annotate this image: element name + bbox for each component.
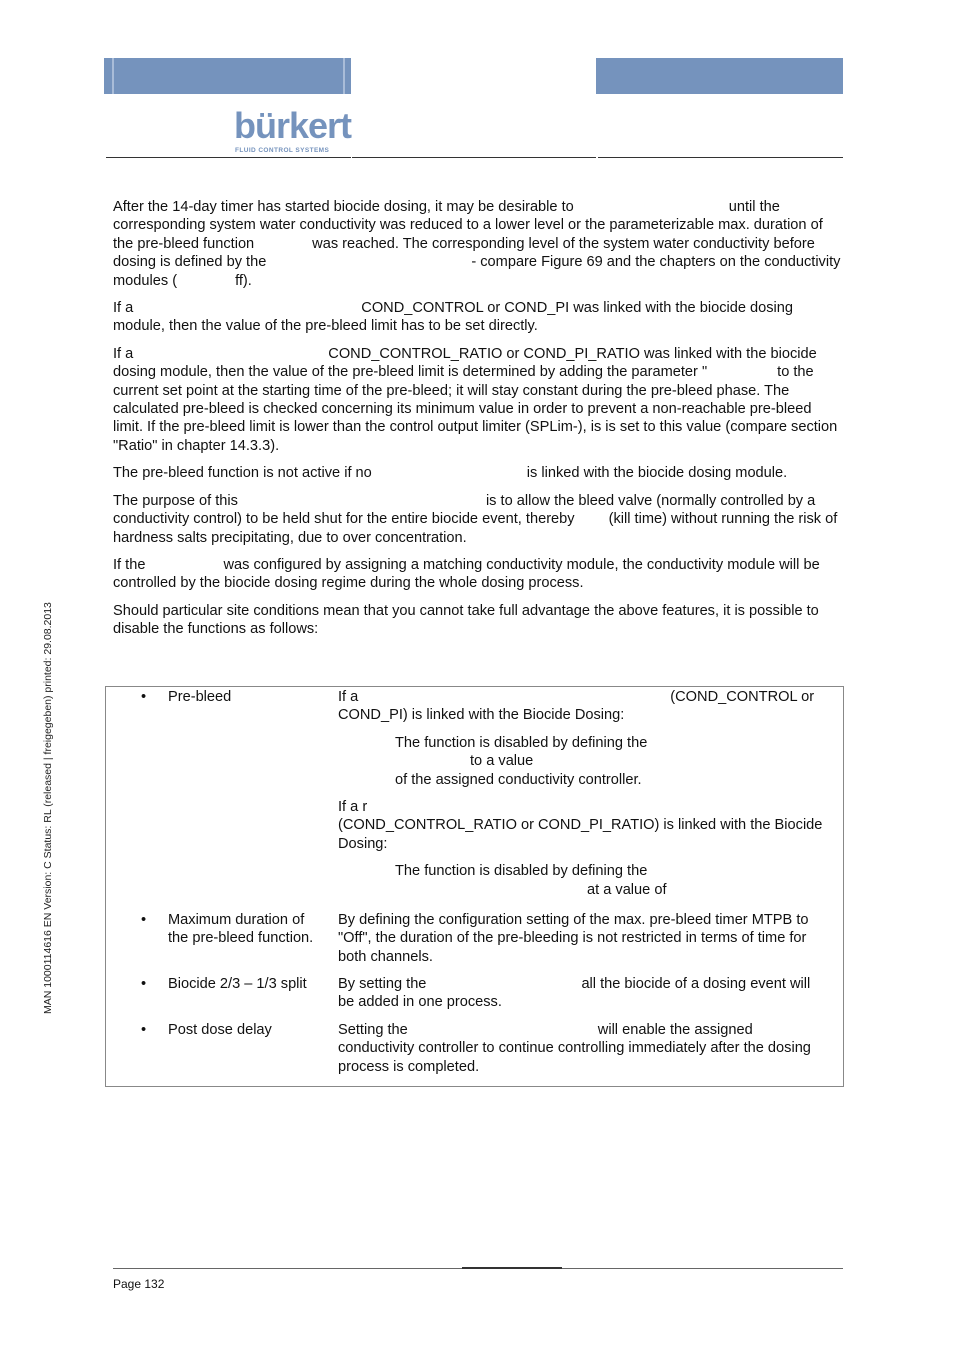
row-label: Biocide 2/3 – 1/3 split [168,976,307,992]
header-rule [106,157,351,158]
logo-word: bürkert [234,105,352,146]
row-description: Setting the will enable the assigned conductivity controller to continue controlling immediately after the dosing process is completed. [338,1022,811,1075]
paragraph-configured: If the was configured by assigning a matching conductivity module, the conductivity module will be controlled by the biocide dosing regime during the whole dosing process. [113,556,820,592]
row-label: Maximum duration of the pre-bleed function. [168,912,314,947]
header-bar-notch [343,58,345,94]
disable-functions-table [105,686,844,1087]
row-description: By setting the all the biocide of a dosing event will be added in one process. [338,976,811,1011]
paragraph-purpose: The purpose of this is to allow the bleed valve (normally controlled by a conductivity control) to be held shut for the entire biocide event, thereby (kill time) without running the risk of hardness salts precipitating, due to over concentration. [113,492,838,546]
header-bar-left [104,58,351,94]
document-metadata-sidebar: MAN 1000114616 EN Version: C Status: RL (released | freigegeben) printed: 29.08.2013 [42,602,54,1014]
paragraph-ratio-limit: If a COND_CONTROL_RATIO or COND_PI_RATIO was linked with the biocide dosing module, then the value of the pre-bleed limit is determined by adding the parameter " to the current set point at the starting time of the pre-bleed; it will stay constant during the pre-bleed phase. The calculated pre-bleed is checked concerning its minimum value in order to prevent a non-reachable pre-bleed limit. If the pre-bleed limit is lower than the control output limiter (SPLim-), is is set to this value (compare section "Ratio" in chapter 14.3.3). [113,345,838,454]
footer-rule-accent [462,1267,562,1269]
paragraph-disable-intro: Should particular site conditions mean that you cannot take full advantage the above features, it is possible to disable the functions as follows: [113,602,819,638]
row-description: If a (COND_CONTROL or COND_PI) is linked with the Biocide Dosing: The function is disabled by defining the to a value of the assigned conductivity controller. If a r (COND_CONTROL_RATIO or COND_PI_RATIO) is linked with the Biocide Dosing: The function is disabled by defining the at a value of [338,689,823,898]
header-rule [598,157,843,158]
bullet: • [141,912,147,928]
main-content [113,198,843,648]
paragraph-direct-limit: If a COND_CONTROL or COND_PI was linked with the biocide dosing module, then the value of the pre-bleed limit has to be set directly. [113,300,794,335]
row-label: Post dose delay [168,1022,272,1038]
bullet: • [141,1022,147,1038]
page-number: Page 132 [113,1277,165,1291]
burkert-logo [234,106,352,158]
paragraph-not-active: The pre-bleed function is not active if no is linked with the biocide dosing module. [113,465,788,482]
bullet: • [141,976,147,992]
header-bar-notch [112,58,114,94]
row-label: Pre-bleed [168,689,232,705]
header-bar-right [596,58,843,94]
paragraph-pre-bleed-intro: After the 14-day timer has started biocide dosing, it may be desirable to until the corresponding system water conductivity was reduced to a lower level or the parameterizable max. duration of the pre-bleed function was reached. The corresponding level of the system water conductivity before dosing is defined by the - compare Figure 69 and the chapters on the conductivity modules ( ff). [113,199,841,289]
logo-tagline: FLUID CONTROL SYSTEMS [235,147,330,154]
row-description: By defining the configuration setting of the max. pre-bleed timer MTPB to "Off", the duration of the pre-bleeding is not restricted in terms of time for both channels. [338,912,809,965]
bullet: • [141,689,147,705]
header-rule [352,157,596,158]
